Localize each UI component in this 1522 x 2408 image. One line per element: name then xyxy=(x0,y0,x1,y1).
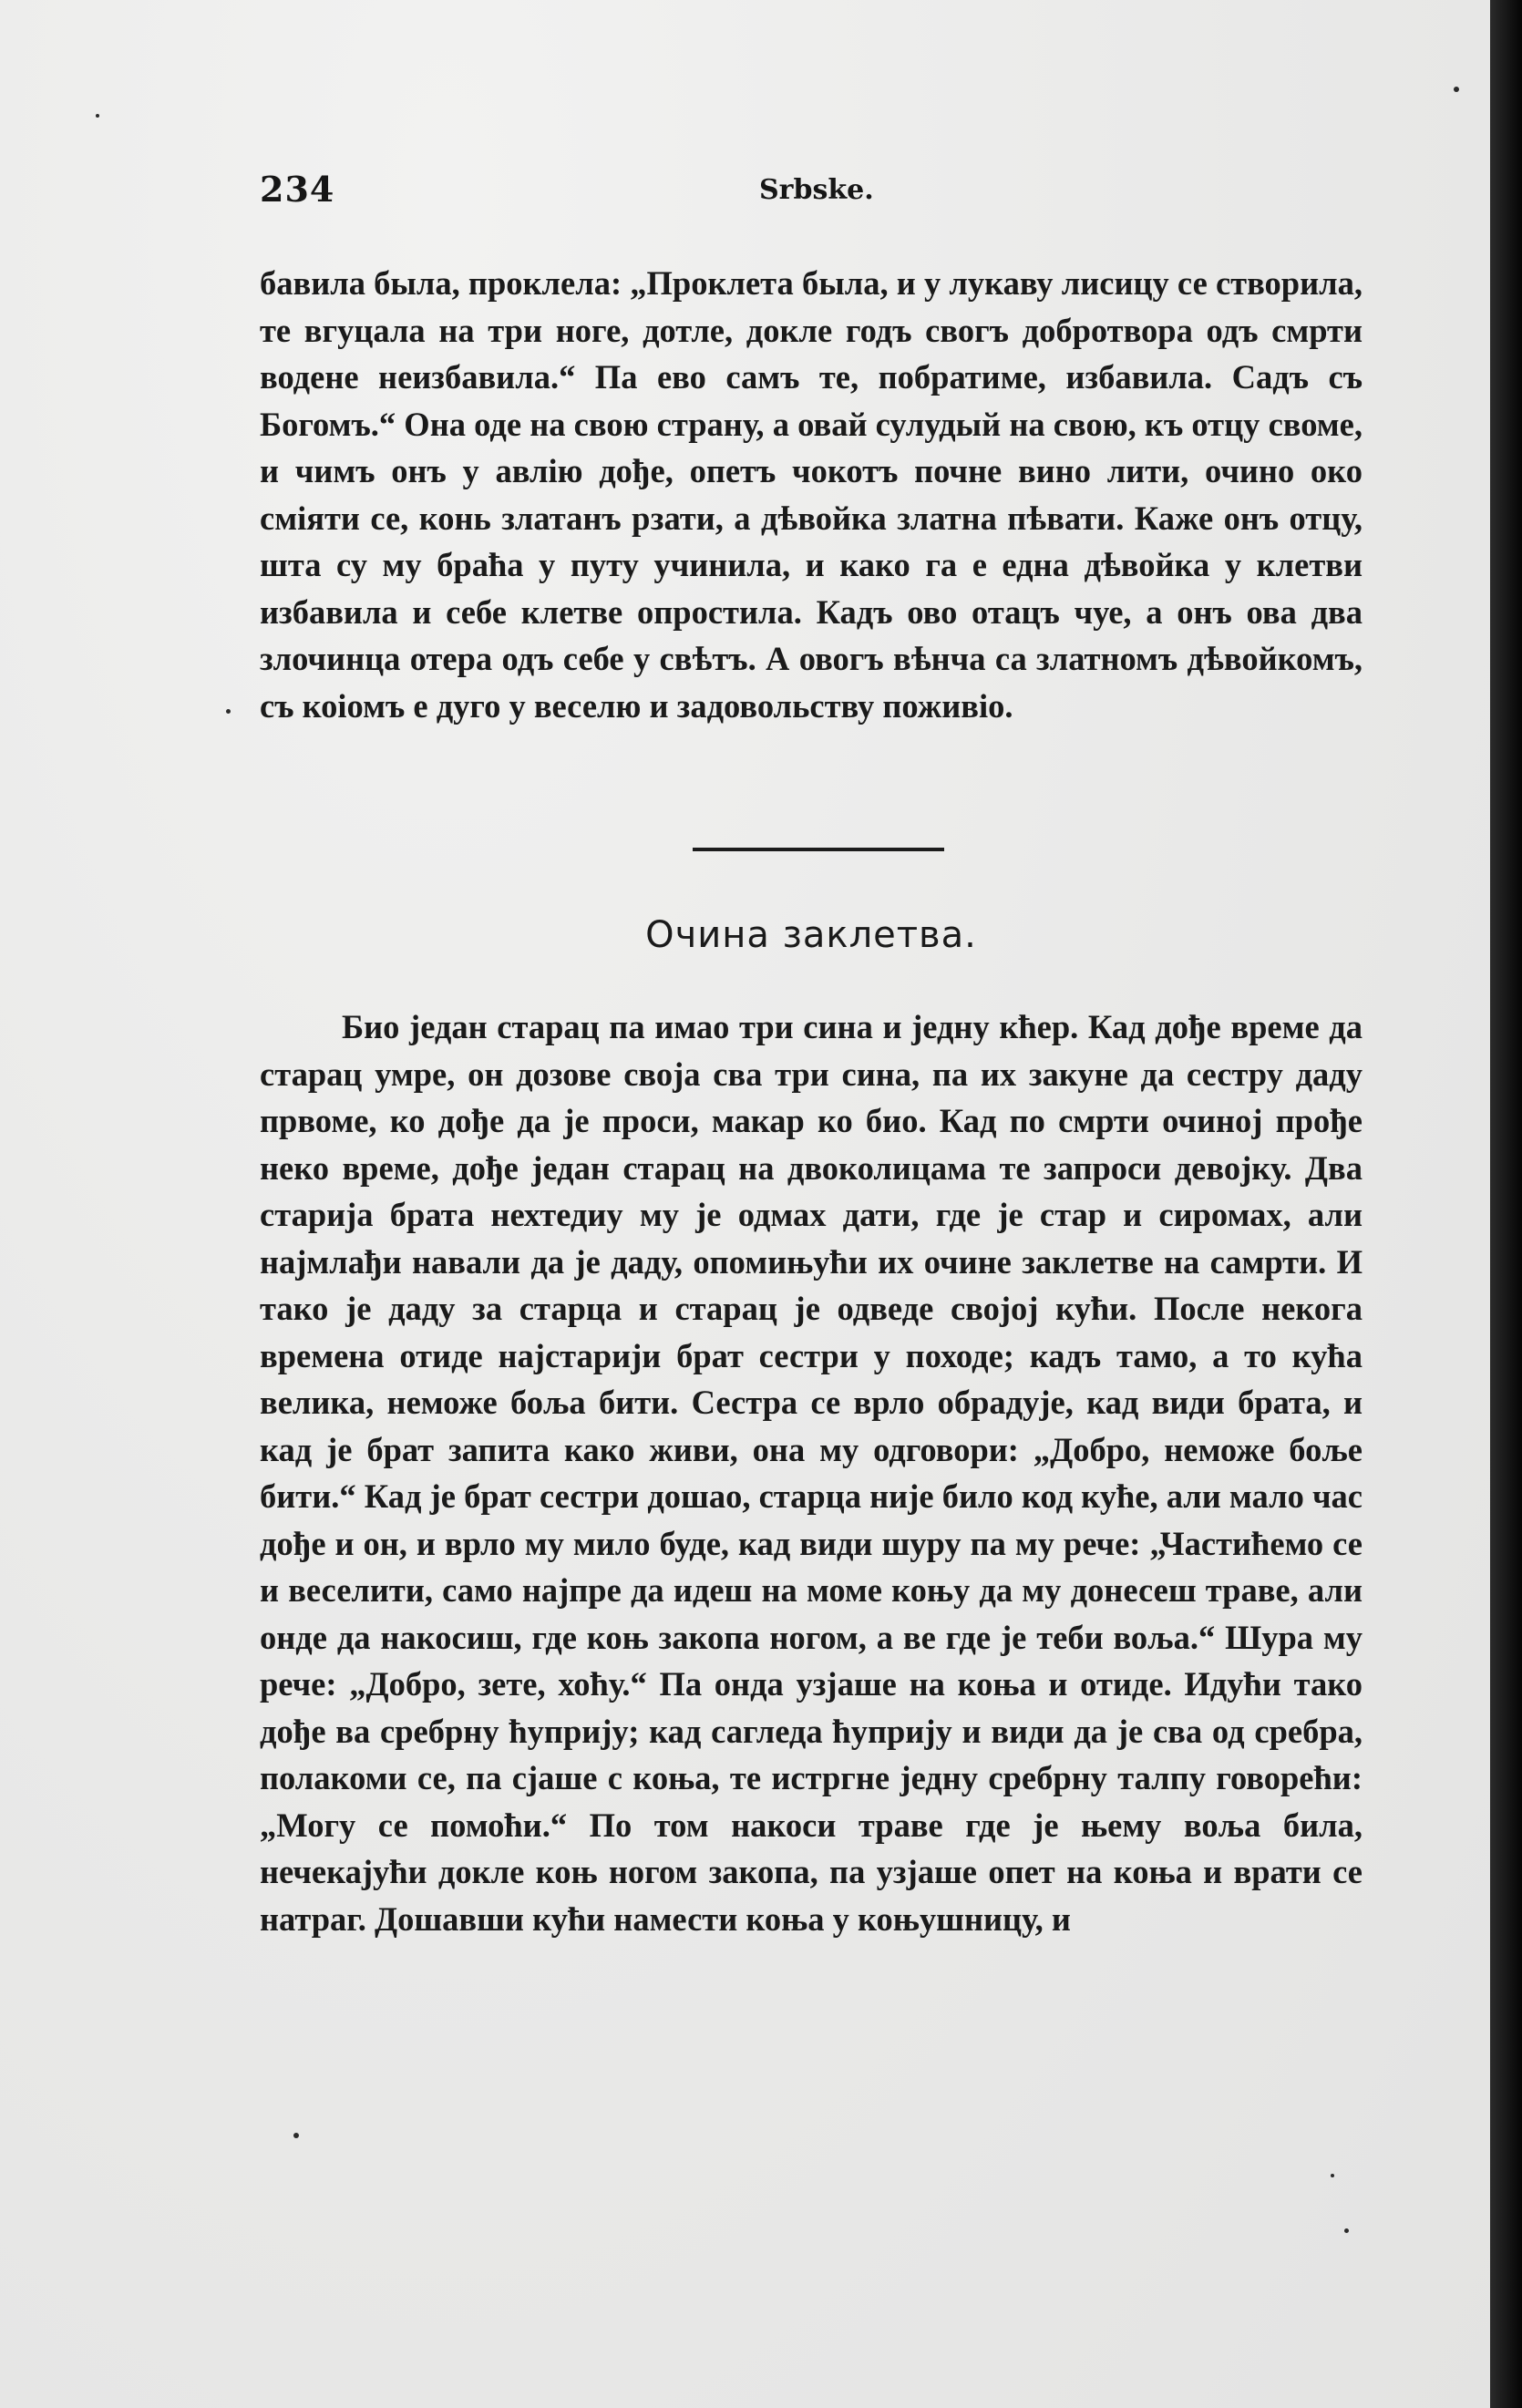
section-title: Очина заклетва. xyxy=(645,914,977,956)
print-speck xyxy=(1454,87,1459,92)
scan-edge xyxy=(1490,0,1522,2408)
continued-paragraph: бавила была, проклела: „Проклета была, и у лукаву лисицу се створила, те вгуцала на три ноге, дотле, докле годъ свогъ добротвора одъ смрти водене неизбавила.“ Па ево самъ те, побратиме, избавила. Садъ съ Богомъ.“ Она оде на свою страну, а овай сулудый на свою, къ отцу своме, и чимъ онъ у авлію дође, опетъ чокотъ почне вино лити, очино око сміяти се, конь златанъ рзати, а дѣвойка златна пѣвати. Каже онъ отцу, шта су му браћа у путу учинила, и како га е една дѣвойка у клетви избавила и себе клетве опростила. Кадъ ово отацъ чуе, а онъ ова два злочинца отера одъ себе у свѣтъ. А овогъ вѣнча са златномъ дѣвойкомъ, съ коіомъ е дуго у веселю и задовольству поживіо. xyxy=(260,264,1363,725)
section-divider xyxy=(693,848,944,851)
continued-story-text xyxy=(260,260,1363,729)
section-body xyxy=(260,1003,1363,1942)
print-speck xyxy=(1331,2174,1334,2177)
section-paragraph: Био један старац па имао три сина и једну кћер. Кад дође време да старац умре, он дозове своја сва три сина, па их закуне да сестру даду првоме, ко дође да је проси, макар ко био. Кад по смрти очиној прође неко време, дође један старац на двоколицама те запроси девојку. Два старија брата нехтедиу му је одмах дати, где је стар и сиромах, али најмлађи навали да је даду, опомињући их очине заклетве на самрти. И тако је даду за старца и старац је одведе својој кући. После некога времена отиде најстарији брат сестри у походе; кадъ тамо, а то кућа велика, неможе боља бити. Сестра се врло обрадује, кад види брата, и кад је брат запита како живи, она му одговори: „Добро, неможе боље бити.“ Кад је брат сестри дошао, старца није било код куће, али мало час дође и он, и врло му мило буде, кад види шуру па му рече: „Частићемо се и веселити, само најпре да идеш на моме коњу да му донесеш траве, али онде да накосиш, где коњ закопа ногом, а ве где је теби воља.“ Шура му рече: „Добро, зете, хоћу.“ Па онда узјаше на коња и отиде. Идући тако дође ва сребрну ћуприју; кад сагледа ћуприју и види да је сва од сребра, полакоми се, па сјаше с коња, те истргне једну сребрну талпу говорећи: „Могу се помоћи.“ По том накоси траве где је њему воља била, нечекајући докле коњ ногом закопа, па узјаше опет на коња и врати се натраг. Дошавши кући намести коња у коњушницу, и xyxy=(260,1008,1363,1938)
print-speck xyxy=(293,2133,299,2138)
print-speck xyxy=(226,709,231,714)
print-speck xyxy=(1344,2228,1349,2233)
page-number: 234 xyxy=(260,169,335,210)
page-header xyxy=(260,169,1363,223)
running-head: Srbske. xyxy=(759,174,874,206)
print-speck xyxy=(96,114,99,118)
